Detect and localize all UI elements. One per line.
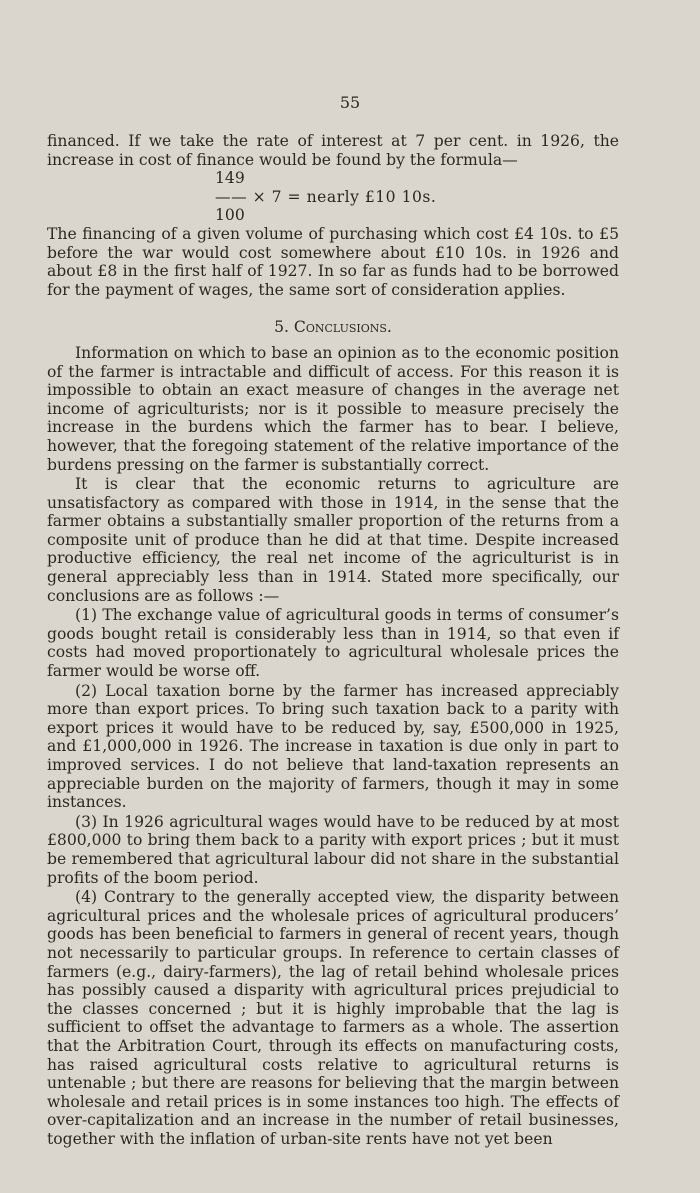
paragraph-conclusion-summary: It is clear that the economic returns to agriculture are unsatisfactory as compared with those in 1914, in the sense that the farmer obtains a substantially smaller proportion of the returns from a composite unit of produce than he did at that time. Despite increased productive efficiency, the real net income of the agriculturist is in general appreciably less than in 1914. Stated more specifically, our conclusions are as follows :—: [47, 475, 619, 605]
formula: [215, 169, 619, 225]
formula-numerator: 149: [215, 169, 245, 188]
page-number: 55: [339, 93, 361, 112]
section-heading: 5. Conclusions.: [274, 318, 392, 337]
conclusion-item-2: (2) Local taxation borne by the farmer has increased appreciably more than export prices. To bring such taxation back to a parity with export prices it would have to be reduced by, say, £500,000 in 1925, and £1,000,000 in 1926. The increase in taxation is due only in part to improved services. I do not believe that land-taxation represents an appreciable burden on the majority of farmers, though it may in some instances.: [47, 681, 619, 812]
formula-denominator: 100: [215, 206, 245, 225]
body-text: [47, 132, 619, 1148]
paragraph-information: Information on which to base an opinion as to the economic position of the farmer is intractable and difficult of access. For this reason it is impossible to obtain an exact measure of changes in the average net income of agriculturists; nor is it possible to measure precisely the increase in the burdens which the farmer has to bear. I believe, however, that the foregoing statement of the relative importance of the burdens pressing on the farmer is substantially correct.: [47, 343, 619, 474]
conclusion-item-3: (3) In 1926 agricultural wages would have to be reduced by at most £800,000 to bring them back to a parity with export prices ; but it must be remembered that agricultural labour did not share in the substantial profits of the boom period.: [47, 812, 619, 887]
paragraph-financing: The financing of a given volume of purchasing which cost £4 10s. to £5 before the war would cost somewhere about £10 10s. in 1926 and about £8 in the first half of 1927. In so far as funds had to be borrowed for the payment of wages, the same sort of consideration applies.: [47, 224, 619, 299]
conclusion-item-4: (4) Contrary to the generally accepted view, the disparity between agricultural prices and the wholesale prices of agricultural producers’ goods has been beneficial to farmers in general of recent years, though not necessarily to particular groups. In reference to certain classes of farmers (e.g., dairy-farmers), the lag of retail behind wholesale prices has possibly caused a disparity with agricultural prices prejudicial to the classes concerned ; but it is highly improbable that the lag is sufficient to offset the advantage to farmers as a whole. The assertion that the Arbitration Court, through its effects on manufacturing costs, has raised agricultural costs relative to agricultural returns is untenable ; but there are reasons for believing that the margin between wholesale and retail prices is in some instances too high. The effects of over-capitalization and an increase in the number of retail businesses, together with the inflation of urban-site rents have not yet been: [47, 888, 619, 1148]
conclusion-item-1: (1) The exchange value of agricultural goods in terms of consumer’s goods bought retail is considerably less than in 1914, so that even if costs had moved proportionately to agricultural wholesale prices the farmer would be worse off.: [47, 606, 619, 681]
formula-expression: —— × 7 = nearly £10 10s.: [215, 187, 437, 206]
paragraph-intro: financed. If we take the rate of interest at 7 per cent. in 1926, the increase in cost of finance would be found by the formula—: [47, 132, 619, 169]
